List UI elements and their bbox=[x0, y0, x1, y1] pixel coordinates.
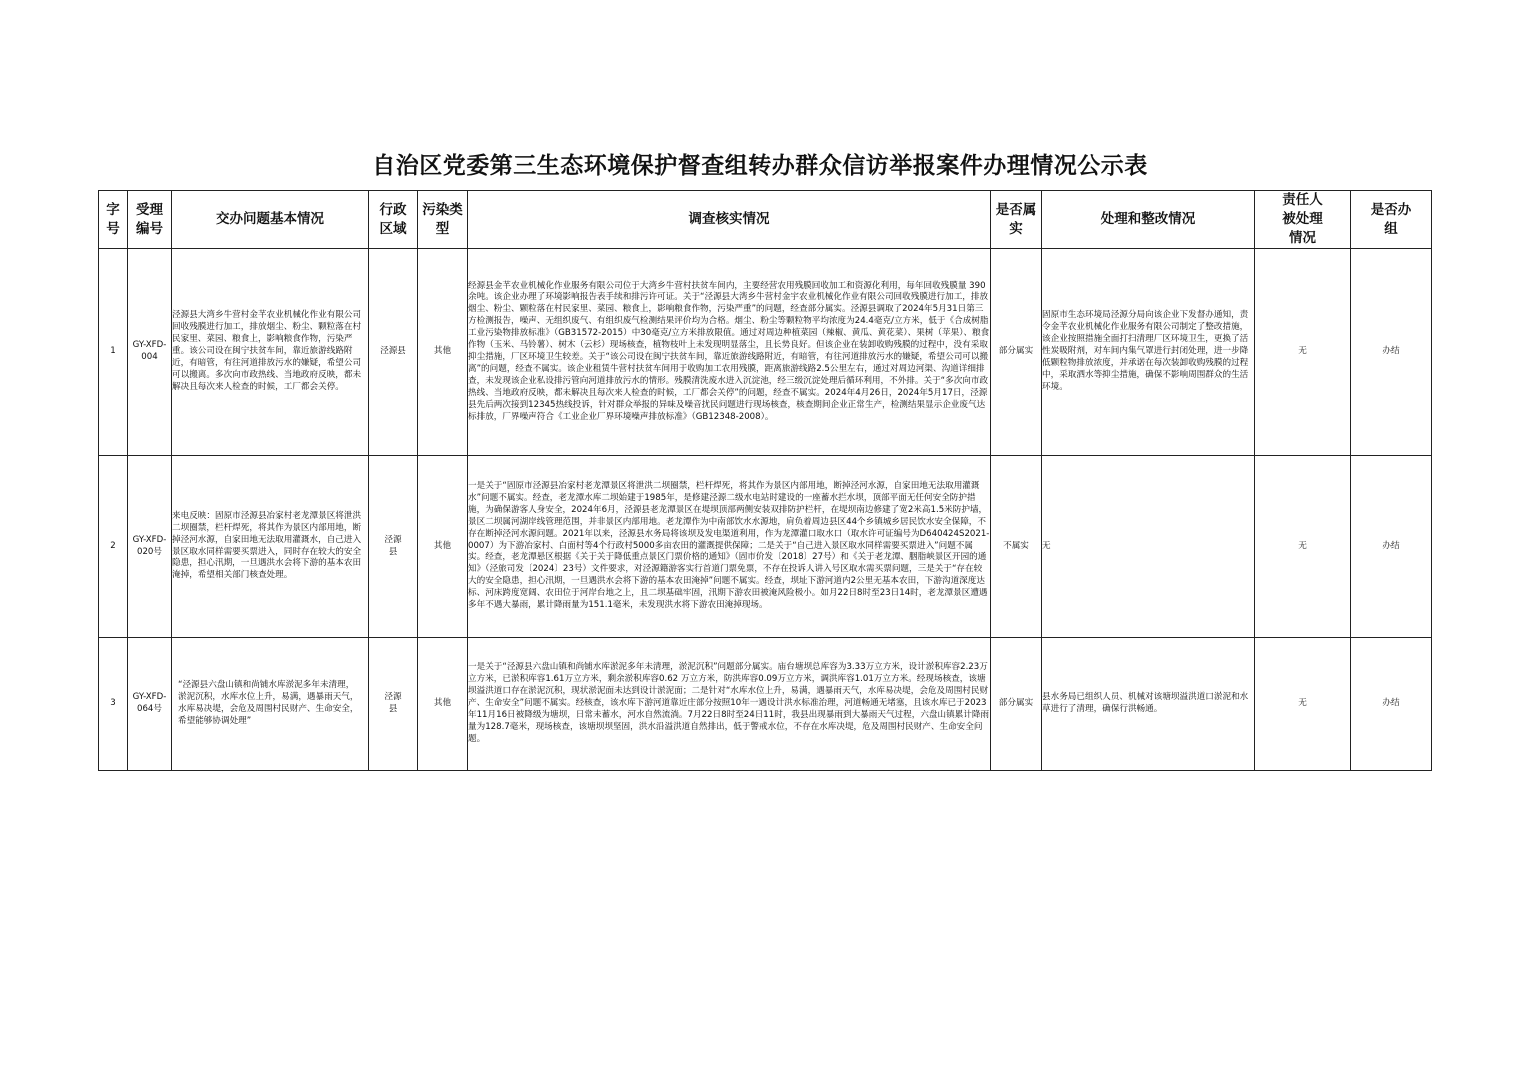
cell-handling: 固原市生态环境局泾源分局向该企业下发督办通知，责令金芊农业机械化作业服务有限公司制定了整改措施，该企业按照措施全面打扫清理厂区环境卫生，更换了活性炭吸附剂，对车间内集气罩进行封闭处理，进一步降低颗粒物排放浓度，并承诺在每次装卸收购残膜的过程中，采取洒水等抑尘措施，确保不影响周围群众的生活环境。 bbox=[1042, 249, 1255, 456]
header-handling: 处理和整改情况 bbox=[1042, 191, 1255, 249]
header-issue: 交办问题基本情况 bbox=[172, 191, 369, 249]
header-responsible: 责任人被处理情况 bbox=[1255, 191, 1351, 249]
cell-investigation: 一是关于“固原市泾源县冶家村老龙潭景区将泄洪二坝圈禁，栏杆焊死，将其作为景区内部用地，断掉泾河水源，自家田地无法取用灌溉水”问题不属实。经查，老龙潭水库二坝始建于1985年，是修建泾源二级水电站时建设的一座蓄水拦水坝，顶部平面无任何安全防护措施，为确保游客人身安全，2024年6月，泾源县老龙潭景区在堤坝顶部两侧安装双排防护栏杆，在堤坝南边修建了宽2米高1.5米防护墙，景区二坝属河湖岸线管理范围，并非景区内部用地。老龙潭作为中南部饮水水源地，肩负着周边县区44个乡镇城乡居民饮水安全保障，不存在断掉泾河水源问题。2021年以来，泾源县水务局将该坝及发电渠道利用，作为龙潭灌口取水口（取水许可证编号为D640424S2021-0007）为下游冶家村、白面村等4个行政村5000多亩农田的灌溉提供保障；二是关于“自己进入景区取水同样需要买票进入”问题不属实。经查，老龙潭悬区根据《关于关于降低重点景区门票价格的通知》（固市价发〔2018〕27号）和《关于老龙潭、胭脂峡景区开园的通知》（泾旅司发〔2024〕23号）文件要求，对泾源籍游客实行首道门票免票，不存在投诉人讲入号区取水需买票问题，三是关于“存在较大的安全隐患，担心汛期，一旦遇洪水会将下游的基本农田淹掉”问题不属实。经查，坝址下游河道内2公里无基本农田，下游沟道深度达标、河床跨度宽阔、农田位于河岸台地之上，且二坝基础牢固，汛期下游农田被淹风险极小。如月22日8时至23日14时，老龙潭景区遭遇多年不遇大暴雨，累计降雨量为151.1毫米，未发现洪水将下游农田淹掉现场。 bbox=[468, 456, 991, 638]
cell-code: GY-XFD-064号 bbox=[128, 638, 172, 771]
header-investigation: 调查核实情况 bbox=[468, 191, 991, 249]
cell-seq: 3 bbox=[99, 638, 128, 771]
cell-verified: 不属实 bbox=[991, 456, 1042, 638]
header-seq: 字号 bbox=[99, 191, 128, 249]
cell-seq: 2 bbox=[99, 456, 128, 638]
cell-verified: 部分属实 bbox=[991, 249, 1042, 456]
page-title: 自治区党委第三生态环境保护督查组转办群众信访举报案件办理情况公示表 bbox=[372, 152, 1148, 179]
cell-issue: “泾源县六盘山镇和尚铺水库淤泥多年未清理，淤泥沉积，水库水位上升，易满，遇暴雨天气，水库易决堤，会危及周围村民财产、生命安全，希望能够协调处理” bbox=[172, 638, 369, 771]
cell-verified: 部分属实 bbox=[991, 638, 1042, 771]
case-table bbox=[98, 190, 1432, 771]
header-region: 行政区域 bbox=[369, 191, 418, 249]
cell-handling: 县水务局已组织人员、机械对该塘坝溢洪道口淤泥和水草进行了清理，确保行洪畅通。 bbox=[1042, 638, 1255, 771]
header-verified: 是否属实 bbox=[991, 191, 1042, 249]
cell-code: GY-XFD-020号 bbox=[128, 456, 172, 638]
cell-issue: 来电反映：固原市泾源县冶家村老龙潭景区将泄洪二坝圈禁，栏杆焊死，将其作为景区内部用地，断掉泾河水源，自家田地无法取用灌溉水，自己进入景区取水同样需要买票进入，同时存在较大的安全隐患，担心汛期，一旦遇洪水会将下游的基本农田淹掉，希望相关部门核查处理。 bbox=[172, 456, 369, 638]
table-header-row bbox=[99, 191, 1432, 249]
table-row bbox=[99, 456, 1432, 638]
cell-investigation: 经源县金芊农业机械化作业服务有限公司位于大湾乡牛营村扶贫车间内，主要经营农用残膜回收加工和资源化利用，每年回收残膜量 390余吨。该企业办理了环境影响报告表手续和排污许可证。关于“泾源县大湾乡牛营村金宇农业机械化作业有限公司回收残膜进行加工，排放烟尘、粉尘、颗粒落在村民家里、菜园、粮食上，影响粮食作物，污染严重”的问题，经查部分属实。泾源县调取了2024年5月31日第三方检测报告，噪声、无组织废气、有组织废气检测结果评价均为合格。烟尘、粉尘等颗粒物平均浓度为24.4毫克/立方米，低于《合成树脂工业污染物排放标准》（GB31572-2015）中30毫克/立方米排放限值。通过对周边种植菜园（辣椒、黄瓜、黄花菜）、果树（苹果）、粮食作物（玉米、马铃薯）、树木（云杉）现场核查，植物枝叶上未发现明显落尘，且长势良好。但该企业在装卸收购残膜的过程中，没有采取抑尘措施，厂区环境卫生较差。关于“该公司设在闽宁扶贫车间，靠近旅游线路附近，有暗管，有往河道排放污水的嫌疑，希望公司可以搬离”的问题，经查不属实。该企业租赁牛营村扶贫车间用于收购加工农用残膜，距离旅游线路2.5公里左右，通过对周边河渠、沟道详细排查，未发现该企业私设排污管向河道排放污水的情形。残膜清洗废水进入沉淀池，经三级沉淀处理后循环利用，不外排。关于“多次向市政热线、当地政府反映，都未解决且每次来人检查的时候，工厂都会关停”的问题，经查不属实。2024年4月26日，2024年5月17日，泾源县先后两次接到12345热线投诉，针对群众举报的异味及噪音扰民问题进行现场核查，核查期间企业正常生产，检测结果显示企业废气达标排放，厂界噪声符合《工业企业厂界环境噪声排放标准》（GB12348-2008）。 bbox=[468, 249, 991, 456]
cell-handling: 无 bbox=[1042, 456, 1255, 638]
cell-seq: 1 bbox=[99, 249, 128, 456]
cell-investigation: 一是关于“泾源县六盘山镇和尚铺水库淤泥多年未清理，淤泥沉积”问题部分属实。庙台塘坝总库容为3.33万立方米，设计淤积库容2.23万立方米，已淤积库容1.61万立方米，剩余淤积库容0.62 万立方米，防洪库容0.09万立方米，调洪库容1.01万立方米。经现场核查，该塘坝溢洪道口存在淤泥沉积，现状淤泥面未达到设计淤泥面；二是针对“水库水位上升，易满，遇暴雨天气，水库易决堤，会危及周围村民财产、生命安全”问题不属实。经核查，该水库下游河道靠近庄部分按照10年一遇设计洪水标准治理，河道畅通无堵塞，且该水库已于2023年11月16日被降级为塘坝，日常未蓄水，河水自然流淌。7月22日8时至24日11时，我县出现暴雨到大暴雨天气过程，六盘山镇累计降雨量为128.7毫米，现场核查，该塘坝坝坚固，洪水沿溢洪道自然排出，低于警戒水位，不存在水库决堤，危及周围村民财产、生命安全问题。 bbox=[468, 638, 991, 771]
cell-issue: 泾源县大湾乡牛营村金芊农业机械化作业有限公司回收残膜进行加工，排放烟尘、粉尘、颗粒落在村民家里、菜园、粮食上，影响粮食作物，污染严重。该公司设在闽宁扶贫车间，靠近旅游线路附近，有暗管，有往河道排放污水的嫌疑，希望公司可以搬离。多次向市政热线、当地政府反映，都未解决且每次来人检查的时候，工厂都会关停。 bbox=[172, 249, 369, 456]
cell-region: 泾源县 bbox=[369, 456, 418, 638]
cell-pollution: 其他 bbox=[418, 456, 468, 638]
cell-pollution: 其他 bbox=[418, 249, 468, 456]
cell-region: 泾源县 bbox=[369, 638, 418, 771]
cell-closed: 办结 bbox=[1351, 456, 1432, 638]
header-closed: 是否办组 bbox=[1351, 191, 1432, 249]
cell-closed: 办结 bbox=[1351, 638, 1432, 771]
cell-closed: 办结 bbox=[1351, 249, 1432, 456]
cell-code: GY-XFD-004 bbox=[128, 249, 172, 456]
cell-responsible: 无 bbox=[1255, 456, 1351, 638]
cell-pollution: 其他 bbox=[418, 638, 468, 771]
header-code: 受理编号 bbox=[128, 191, 172, 249]
table-row bbox=[99, 638, 1432, 771]
table-row bbox=[99, 249, 1432, 456]
cell-responsible: 无 bbox=[1255, 249, 1351, 456]
cell-region: 泾源县 bbox=[369, 249, 418, 456]
cell-responsible: 无 bbox=[1255, 638, 1351, 771]
header-pollution: 污染类型 bbox=[418, 191, 468, 249]
